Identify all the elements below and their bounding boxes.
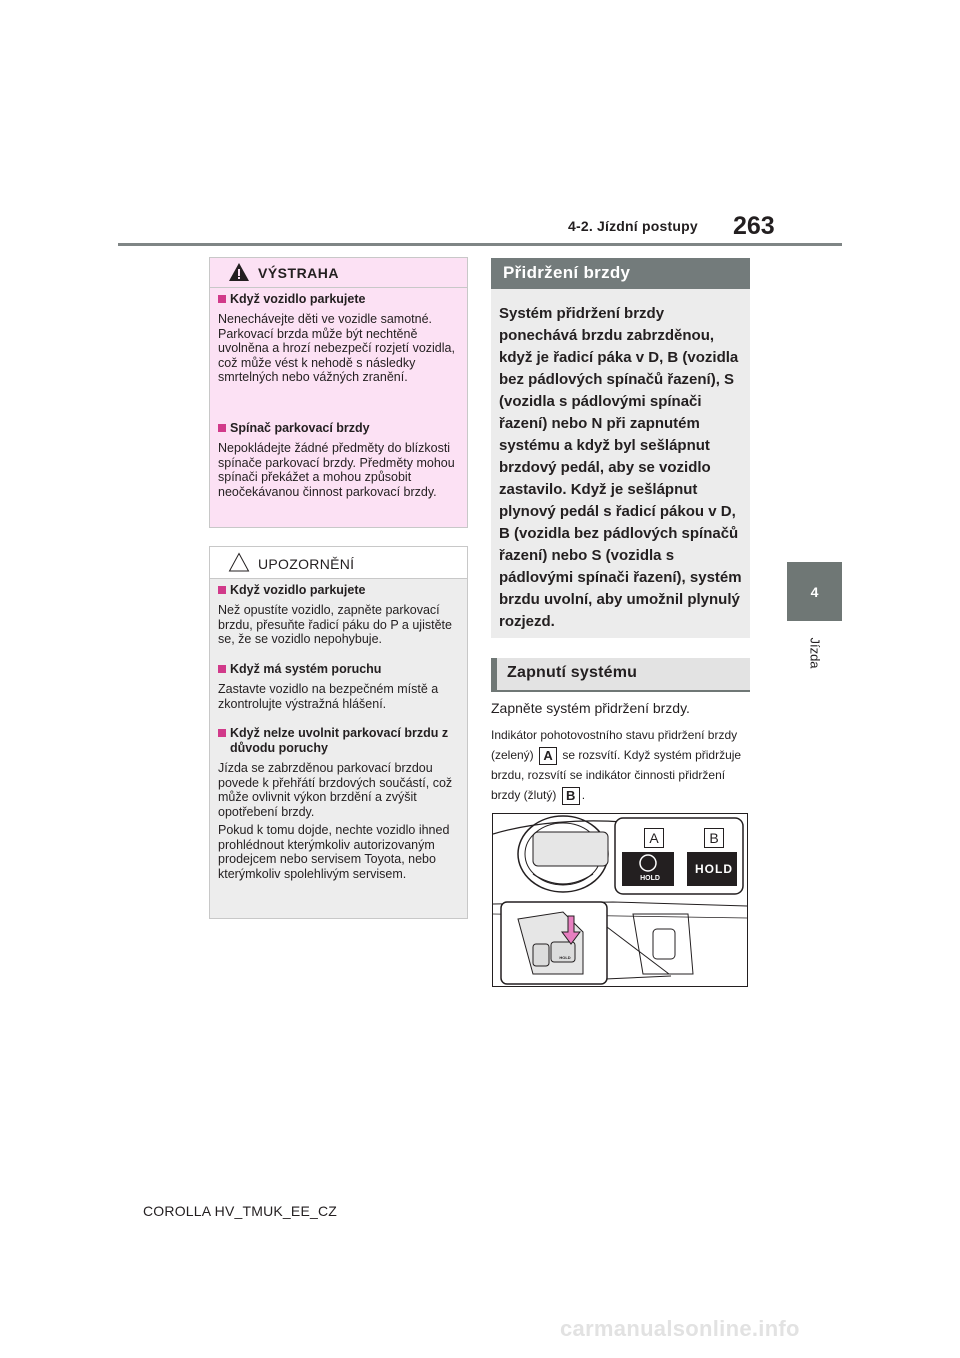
chapter-label: Jízda: [807, 637, 822, 669]
warning-section-switch: [218, 421, 464, 499]
header-rule: [118, 243, 842, 246]
enable-note: Indikátor pohotovostního stavu přidržení brzdy (zelený) A se rozsvítí. Když systém přidržuje brzdu, rozsvítí se indikátor činnosti přidržení brzdy (žlutý) B .: [491, 728, 742, 803]
document-code: COROLLA HV_TMUK_EE_CZ: [143, 1203, 338, 1219]
warning-triangle-icon: [228, 262, 250, 282]
title-accent-bar: [491, 658, 497, 690]
section-text: Než opustíte vozidlo, zapněte parkovací brzdu, přesuňte řadicí páku do P a ujistěte se, že se vozidlo nepohybuje.: [218, 603, 452, 646]
enable-instruction: Zapněte systém přidržení brzdy.: [491, 700, 690, 716]
section-text: Nenechávejte děti ve vozidle samotné. Parkovací brzda může být nechtěně uvolněna a hrozí nebezpečí rozjetí vozidla, což může vést k nehodě s následky smrtelných nebo vážných zranění.: [218, 312, 455, 384]
switch-hold-text: HOLD: [559, 955, 571, 960]
bullet-square-icon: [218, 665, 226, 673]
section-text: Pokud k tomu dojde, nechte vozidlo ihned prohlédnout kterýmkoliv autorizovaným prodejcem nebo servisem Toyota, nebo kterýmkoliv spolehlivým servisem.: [218, 823, 450, 881]
bullet-square-icon: [218, 295, 226, 303]
bullet-square-icon: [218, 586, 226, 594]
illustration-label-b: B: [704, 828, 724, 848]
caution-section-parking: [218, 583, 464, 647]
section-heading: Když vozidlo parkujete: [230, 292, 366, 306]
warning-header: [210, 258, 467, 288]
brake-hold-illustration: [492, 813, 748, 987]
warning-box: [209, 257, 468, 528]
section-heading: Spínač parkovací brzdy: [230, 421, 370, 435]
callout-tag-a: A: [539, 747, 557, 765]
caution-header: [210, 547, 467, 579]
section-heading: Když nelze uvolnit parkovací brzdu z důvodu poruchy: [230, 726, 449, 755]
bullet-square-icon: [218, 424, 226, 432]
caution-triangle-icon: [228, 552, 250, 572]
watermark-url: carmanualsonline.info: [560, 1316, 800, 1341]
brake-hold-intro: Systém přidržení brzdy ponechává brzdu zabrzděnou, když je řadicí páka v D, B (vozidla bez pádlových spínačů řazení), S (vozidla s pádlovými spínači řazení) nebo N při zapnutém systému a když byl sešlápnut brzdový pedál, aby se vozidlo zastavilo. Když je sešlápnut plynový pedál s řadicí pákou v D, B (vozidla bez pádlových spínačů řazení) nebo S (vozidla s pádlovými spínači řazení), systém brzdu uvolní, aby umožnil plynulý rozjezd.: [499, 305, 742, 630]
bullet-square-icon: [218, 729, 226, 737]
caution-section-malfunction: [218, 662, 464, 711]
brake-hold-intro-box: [491, 289, 750, 638]
illustration-label-a: A: [644, 828, 664, 848]
warning-section-parking: [218, 292, 464, 385]
section-heading: Když vozidlo parkujete: [230, 583, 366, 597]
caution-box: [209, 546, 468, 919]
section-text: Zastavte vozidlo na bezpečném místě a zkontrolujte výstražná hlášení.: [218, 682, 439, 711]
chapter-tab: [787, 562, 842, 621]
section-title: 4-2. Jízdní postupy: [568, 218, 698, 234]
enable-title: Zapnutí systému: [507, 664, 638, 681]
caution-title: UPOZORNĚNÍ: [258, 556, 355, 572]
enable-title-band: [491, 658, 750, 692]
caution-section-release: [218, 726, 464, 881]
brake-hold-title: Přidržení brzdy: [503, 263, 631, 282]
brake-hold-title-band: [491, 258, 750, 289]
section-text: Nepokládejte žádné předměty do blízkosti spínače parkovací brzdy. Předměty mohou spínači překážet a mohou způsobit neočekávanou činnost parkovací brzdy.: [218, 441, 455, 499]
warning-title: VÝSTRAHA: [258, 265, 340, 281]
indicator-b-text: HOLD: [695, 862, 733, 876]
page-number: 263: [733, 212, 775, 240]
indicator-a-text: HOLD: [640, 875, 660, 882]
chapter-number: 4: [810, 583, 819, 600]
callout-tag-b: B: [562, 787, 580, 805]
section-text: Jízda se zabrzděnou parkovací brzdou povede k přehřátí brzdových součástí, což může ovlivnit výkon brzdění a zvýšit opotřebení brzdy.: [218, 761, 453, 819]
section-heading: Když má systém poruchu: [230, 662, 382, 676]
